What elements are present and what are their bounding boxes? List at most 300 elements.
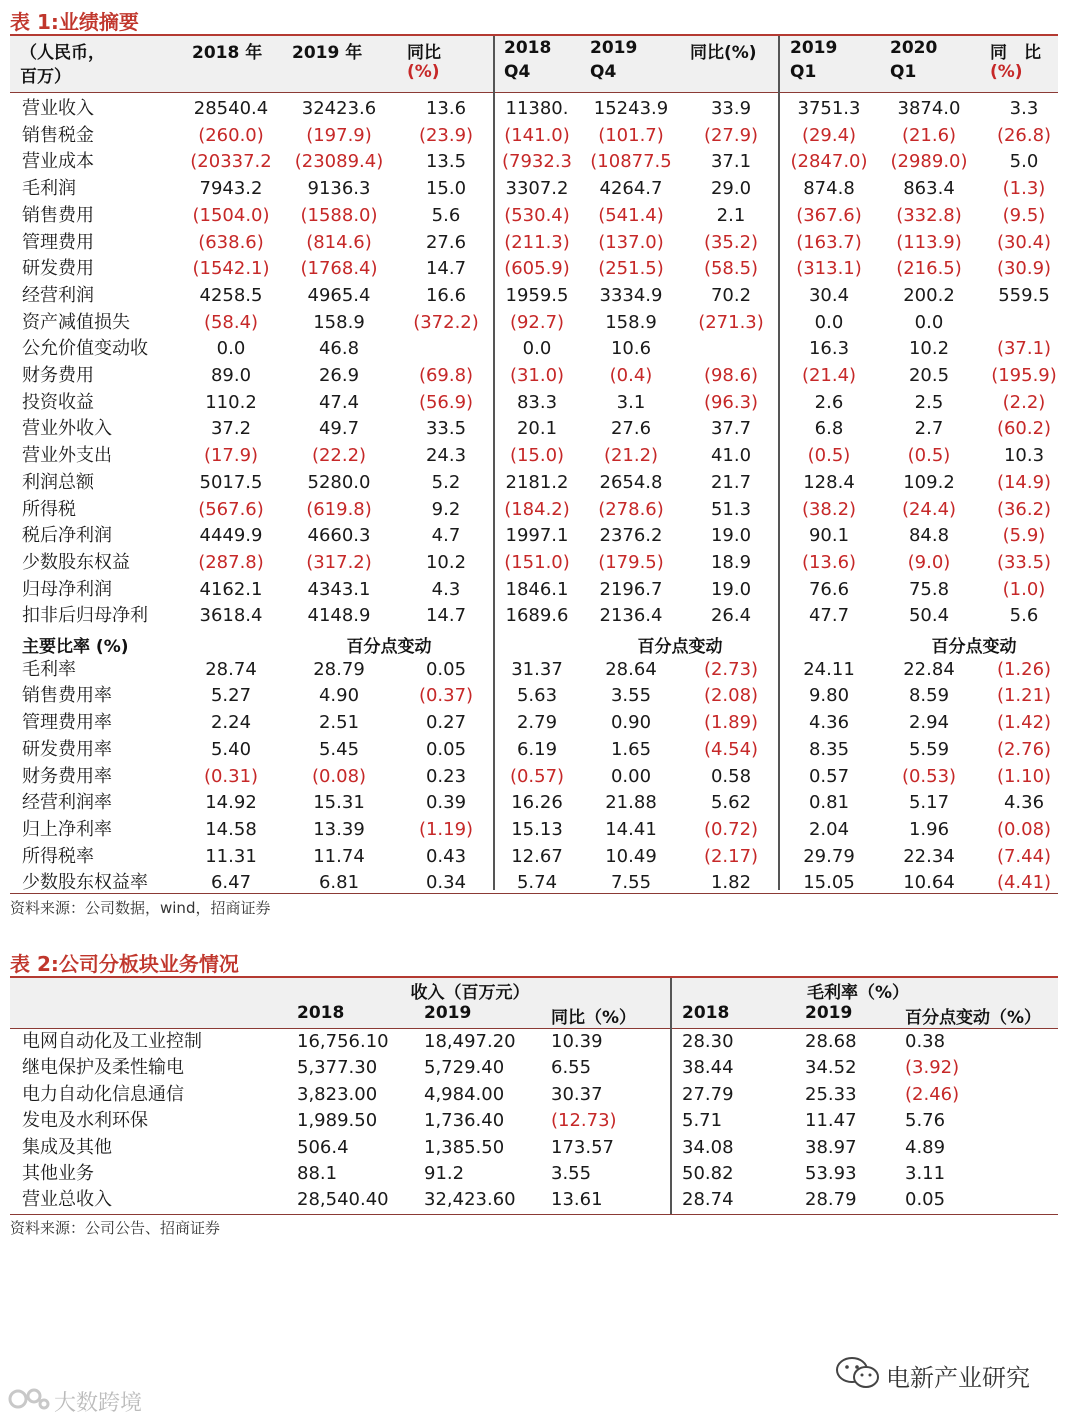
ratio-cell: 6.47 (210, 872, 252, 894)
ratio-cell: 16.26 (511, 792, 563, 814)
ratio-cell: 0.39 (425, 792, 467, 814)
table-cell: (1542.1) (192, 258, 270, 280)
table-cell: 5.76 (905, 1110, 946, 1132)
ratio-cell: 0.43 (425, 845, 467, 867)
table-cell: 4660.3 (307, 525, 371, 547)
table-cell: (29.4) (801, 124, 857, 146)
table-cell: 559.5 (998, 284, 1050, 306)
table-cell: (30.4) (996, 231, 1052, 253)
table-cell: 30.4 (808, 284, 850, 306)
table-cell: 5.6 (1009, 605, 1039, 627)
table-cell: 26.9 (318, 365, 360, 386)
column-header: Q4 (590, 62, 617, 82)
table-cell: 0.05 (905, 1189, 946, 1211)
table-cell: (2847.0) (790, 151, 868, 173)
table-cell: 5,377.30 (297, 1057, 378, 1079)
row-label: 研发费用 (22, 258, 94, 280)
table-cell: 11380. (505, 98, 569, 119)
table-cell: 2136.4 (599, 605, 663, 627)
table-cell: (567.6) (198, 498, 264, 520)
column-header: (%) (407, 62, 440, 82)
table-cell: (0.5) (907, 445, 951, 467)
column-header: 2018 (682, 1003, 730, 1023)
table-cell: (3.92) (905, 1057, 960, 1079)
ratio-cell: (0.37) (418, 685, 474, 707)
table-cell: 1997.1 (505, 525, 569, 547)
table-cell: 2196.7 (599, 578, 663, 600)
table-cell: 75.8 (908, 578, 950, 600)
row-label: 电网自动化及工业控制 (22, 1031, 202, 1052)
table-cell: 6.8 (814, 418, 844, 440)
row-label: 所得税 (22, 498, 76, 520)
row-label: 集成及其他 (22, 1136, 112, 1158)
table-cell: 2376.2 (599, 525, 663, 547)
table-cell: (278.6) (598, 498, 664, 520)
table-cell: 1689.6 (505, 605, 569, 627)
table-cell: (141.0) (504, 124, 570, 146)
table-cell: (197.9) (306, 124, 372, 146)
table-cell: 76.6 (808, 578, 850, 600)
ratio-row-label: 经营利润率 (22, 792, 112, 814)
table1-source: 资料来源：公司数据，wind，招商证券 (10, 899, 271, 917)
table-cell: (530.4) (504, 204, 570, 226)
ratio-cell: 11.31 (205, 845, 257, 867)
ratio-cell: (1.42) (996, 712, 1052, 734)
table-cell: 19.0 (710, 578, 752, 600)
ratio-cell: 2.51 (318, 712, 360, 734)
row-label: 管理费用 (22, 231, 94, 253)
table-cell: (31.0) (509, 365, 565, 386)
table-cell: 15243.9 (593, 98, 669, 119)
row-label: 资产减值损失 (22, 311, 130, 333)
column-header: 2020 (890, 38, 938, 58)
ratio-cell: 1.96 (908, 818, 950, 840)
table-cell: (38.2) (801, 498, 857, 520)
table-cell: 4.7 (431, 525, 461, 547)
table-cell: 110.2 (205, 391, 257, 413)
table-cell: 84.8 (908, 525, 950, 547)
table-cell: 9136.3 (307, 178, 371, 200)
ratio-cell: 14.92 (205, 792, 257, 814)
ratio-cell: 15.13 (511, 818, 563, 840)
column-header: 同比（%） (551, 1008, 637, 1028)
table-cell: 49.7 (318, 418, 360, 440)
table-cell: 0.0 (522, 338, 552, 360)
table-cell: (24.4) (901, 498, 957, 520)
table-cell: 506.4 (297, 1136, 349, 1158)
table-cell: 51.3 (710, 498, 752, 520)
table-cell: (2989.0) (890, 151, 968, 173)
table-cell: 27.79 (682, 1083, 734, 1105)
table-cell: (372.2) (413, 311, 479, 333)
table-cell: (332.8) (896, 204, 962, 226)
table-cell: 4343.1 (307, 578, 371, 600)
ratio-cell: 0.57 (808, 765, 850, 787)
table-cell: 6.55 (551, 1057, 592, 1079)
ratio-cell: (1.89) (703, 712, 759, 734)
table-cell: 1959.5 (505, 284, 569, 306)
table-cell: 4965.4 (307, 284, 371, 306)
table-cell: 3618.4 (199, 605, 263, 627)
table1-title: 表 1:业绩摘要 (10, 10, 139, 34)
ratio-cell: 5.40 (210, 738, 252, 760)
row-label: 归母净利润 (22, 578, 112, 600)
ratio-cell: (0.31) (203, 765, 259, 787)
table-cell: 1846.1 (505, 578, 569, 600)
table2-divider (670, 978, 672, 1214)
watermark-left: 大数跨境 (54, 1391, 143, 1416)
table-cell: 3.11 (905, 1163, 946, 1184)
table-cell: 34.08 (682, 1136, 734, 1158)
table-cell: 3.1 (616, 391, 646, 413)
column-header: 同 比 (990, 43, 1041, 63)
table-cell: 32,423.60 (424, 1189, 516, 1211)
table-cell: 37.1 (710, 151, 752, 173)
table-cell: (33.5) (996, 551, 1052, 573)
ratio-cell: 7.55 (610, 872, 652, 894)
ratio-cell: 0.05 (425, 738, 467, 760)
row-label: 营业外收入 (22, 418, 112, 440)
table-cell: 2654.8 (599, 471, 663, 493)
table-cell: (1768.4) (300, 258, 378, 280)
ratio-cell: 5.59 (908, 738, 950, 760)
ratio-cell: (1.26) (996, 658, 1052, 680)
table1-bottom-rule (10, 893, 1058, 894)
table-cell: 26.4 (710, 605, 752, 627)
table-cell: 38.97 (805, 1136, 857, 1158)
table-cell: (271.3) (698, 311, 764, 333)
table-cell: 27.6 (425, 231, 467, 253)
table-cell: 863.4 (903, 178, 955, 200)
table-cell: (113.9) (896, 231, 962, 253)
table-cell: 158.9 (313, 311, 365, 333)
table-cell: (179.5) (598, 551, 664, 573)
ratio-cell: 21.88 (605, 792, 657, 814)
table-cell: 874.8 (803, 178, 855, 200)
table-cell: (814.6) (306, 231, 372, 253)
table-cell: (619.8) (306, 498, 372, 520)
table-cell: 1,385.50 (424, 1136, 505, 1158)
table-cell: 24.3 (425, 445, 467, 467)
table-cell: 32423.6 (301, 98, 377, 119)
table-cell: 50.4 (908, 605, 950, 627)
ratio-row-label: 研发费用率 (22, 738, 112, 760)
column-header: 2018 年 (192, 43, 263, 63)
table-cell: 10.39 (551, 1031, 603, 1052)
ratio-cell: 9.80 (808, 685, 850, 707)
table-cell: (195.9) (991, 365, 1057, 386)
ratio-cell: 11.74 (313, 845, 365, 867)
table-cell: 28.74 (682, 1189, 734, 1211)
table-cell: (10877.5 (590, 151, 672, 173)
column-header: 2019 (590, 38, 638, 58)
table-cell: (313.1) (796, 258, 862, 280)
table-cell: 1,989.50 (297, 1110, 378, 1132)
table-cell: 9.2 (431, 498, 461, 520)
table-cell: (36.2) (996, 498, 1052, 520)
table-cell: (1588.0) (300, 204, 378, 226)
column-header: Q1 (790, 62, 817, 82)
table-cell: (58.5) (703, 258, 759, 280)
table-cell: 3334.9 (599, 284, 663, 306)
table-cell: (0.4) (609, 365, 653, 386)
row-label: 发电及水利环保 (22, 1110, 148, 1132)
table-cell: (137.0) (598, 231, 664, 253)
table-cell: 109.2 (903, 471, 955, 493)
table-cell: (2.2) (1002, 391, 1046, 413)
table-cell: 158.9 (605, 311, 657, 333)
row-label: 继电保护及柔性输电 (22, 1057, 184, 1079)
ratio-cell: 13.39 (313, 818, 365, 840)
table-cell: (605.9) (504, 258, 570, 280)
table-cell: 0.0 (814, 311, 844, 333)
ratio-cell: 0.27 (425, 712, 467, 734)
table-cell: (30.9) (996, 258, 1052, 280)
table2-bottom-rule (10, 1214, 1058, 1215)
table-cell: 30.37 (551, 1083, 603, 1105)
ratio-cell: (2.73) (703, 658, 759, 680)
ratio-row-label: 销售费用率 (22, 685, 112, 707)
ratio-cell: (1.19) (418, 818, 474, 840)
table-cell: (287.8) (198, 551, 264, 573)
ratio-cell: (2.76) (996, 738, 1052, 760)
table-cell: 4148.9 (307, 605, 371, 627)
table-cell: 3.3 (1009, 98, 1039, 119)
table-cell: 19.0 (710, 525, 752, 547)
ratio-cell: 0.58 (710, 765, 752, 787)
row-label: 投资收益 (22, 391, 94, 413)
ratio-cell: 2.94 (908, 712, 950, 734)
table-cell: 5017.5 (199, 471, 263, 493)
table-cell: 4258.5 (199, 284, 263, 306)
table-cell: (27.9) (703, 124, 759, 146)
column-header: 2018 (504, 38, 552, 58)
row-label: 销售税金 (22, 124, 94, 146)
table-cell: 25.33 (805, 1083, 857, 1105)
ratio-cell: 0.05 (425, 658, 467, 680)
row-label: 公允价值变动收 (22, 338, 148, 360)
table-cell: 14.7 (425, 605, 467, 627)
column-header: 2019 (805, 1003, 853, 1023)
table-cell: (5.9) (1002, 525, 1046, 547)
table-cell: 29.0 (710, 178, 752, 200)
header-label-line: 百万） (20, 67, 71, 87)
logo-icon (8, 1384, 50, 1414)
table-cell: 47.7 (808, 605, 850, 627)
group-header-margin: 毛利率（%） (806, 983, 910, 1003)
table-cell: (60.2) (996, 418, 1052, 440)
ratio-cell: 22.84 (903, 658, 955, 680)
column-header: 百分点变动（%） (905, 1008, 1042, 1028)
table-cell: (260.0) (198, 124, 264, 146)
ratio-cell: (0.08) (996, 818, 1052, 840)
table-cell: 5.71 (682, 1110, 723, 1132)
table-cell: (151.0) (504, 551, 570, 573)
ratio-cell: 10.64 (903, 872, 955, 894)
table-cell: 37.7 (710, 418, 752, 440)
table-cell: 0.0 (914, 311, 944, 333)
table-cell: 10.2 (425, 551, 467, 573)
table-cell: 5,729.40 (424, 1057, 505, 1079)
ratio-cell: 5.74 (516, 872, 558, 894)
table-cell: 16.6 (425, 284, 467, 306)
table-cell: (35.2) (703, 231, 759, 253)
column-header: Q4 (504, 62, 531, 82)
ratio-change-header: 百分点变动 (637, 637, 723, 657)
table-cell: 4,984.00 (424, 1083, 505, 1105)
table-cell: 5280.0 (307, 471, 371, 493)
ratio-cell: 2.79 (516, 712, 558, 734)
table-cell: 4162.1 (199, 578, 263, 600)
row-label: 营业成本 (22, 151, 94, 173)
ratio-cell: 31.37 (511, 658, 563, 680)
table-cell: 20.5 (908, 365, 950, 386)
ratio-cell: 14.58 (205, 818, 257, 840)
ratio-cell: (2.08) (703, 685, 759, 707)
table-cell: (37.1) (996, 338, 1052, 360)
table-cell: 10.6 (610, 338, 652, 360)
column-header: Q1 (890, 62, 917, 82)
table-cell: 46.8 (318, 338, 360, 360)
column-header: 2019 年 (292, 43, 363, 63)
table-cell: 53.93 (805, 1163, 857, 1184)
table-cell: 28.30 (682, 1031, 734, 1052)
ratio-cell: 4.36 (1003, 792, 1045, 814)
table-cell: 15.0 (425, 178, 467, 200)
ratio-cell: 5.62 (710, 792, 752, 814)
ratio-cell: (1.21) (996, 685, 1052, 707)
table-cell: 27.6 (610, 418, 652, 440)
table-cell: (23089.4) (294, 151, 384, 173)
table-cell: 50.82 (682, 1163, 734, 1184)
ratio-change-header: 百分点变动 (346, 637, 432, 657)
table-cell: 14.7 (425, 258, 467, 280)
table-cell: 10.3 (1003, 445, 1045, 467)
table-cell: 0.0 (216, 338, 246, 360)
table-cell: 47.4 (318, 391, 360, 413)
table-cell: (9.5) (1002, 204, 1046, 226)
table-cell: 41.0 (710, 445, 752, 467)
ratio-cell: 6.81 (318, 872, 360, 894)
table2-title: 表 2:公司分板块业务情况 (10, 952, 239, 976)
ratio-cell: 0.81 (808, 792, 850, 814)
table-cell: (15.0) (509, 445, 565, 467)
table-cell: 3307.2 (505, 178, 569, 200)
row-label: 财务费用 (22, 365, 94, 386)
ratio-cell: (2.17) (703, 845, 759, 867)
ratio-cell: (1.10) (996, 765, 1052, 787)
table-cell: 16,756.10 (297, 1031, 389, 1052)
table-cell: (638.6) (198, 231, 264, 253)
table-cell: (317.2) (306, 551, 372, 573)
ratio-cell: 5.45 (318, 738, 360, 760)
ratio-cell: (0.57) (509, 765, 565, 787)
table-cell: 1,736.40 (424, 1110, 505, 1132)
ratio-cell: 0.23 (425, 765, 467, 787)
table1-header-rule (10, 92, 1058, 93)
table-cell: 200.2 (903, 284, 955, 306)
row-label: 营业收入 (22, 98, 94, 119)
wechat-icon (835, 1355, 881, 1391)
table-cell: 34.52 (805, 1057, 857, 1079)
table-cell: (13.6) (801, 551, 857, 573)
ratio-cell: (0.53) (901, 765, 957, 787)
header-label-line: （人民币， (20, 43, 105, 63)
table-cell: 0.38 (905, 1031, 946, 1052)
table-cell: 3,823.00 (297, 1083, 378, 1105)
ratio-cell: 28.64 (605, 658, 657, 680)
table-cell: 2.7 (914, 418, 944, 440)
column-header: 同比(%) (690, 43, 757, 63)
ratio-cell: 5.63 (516, 685, 558, 707)
row-label: 毛利润 (22, 178, 76, 200)
table-cell: 33.9 (710, 98, 752, 119)
table-cell: 28.68 (805, 1031, 857, 1052)
table-cell: 10.2 (908, 338, 950, 360)
row-label: 经营利润 (22, 284, 94, 306)
ratio-cell: 14.41 (605, 818, 657, 840)
watermark-right: 电新产业研究 (886, 1364, 1030, 1392)
table-cell: (251.5) (598, 258, 664, 280)
table-cell: (21.2) (603, 445, 659, 467)
ratio-cell: 8.59 (908, 685, 950, 707)
ratio-cell: 1.82 (710, 872, 752, 894)
ratio-row-label: 归上净利率 (22, 818, 112, 840)
table-cell: 28540.4 (193, 98, 269, 119)
table-cell: (1.3) (1002, 178, 1046, 200)
row-label: 营业总收入 (22, 1189, 112, 1211)
table-cell: (26.8) (996, 124, 1052, 146)
table-cell: (69.8) (418, 365, 474, 386)
table-cell: 4264.7 (599, 178, 663, 200)
ratio-cell: (0.08) (311, 765, 367, 787)
row-label: 税后净利润 (22, 525, 112, 547)
ratio-cell: 12.67 (511, 845, 563, 867)
table-cell: (21.6) (901, 124, 957, 146)
ratio-cell: 3.55 (610, 685, 652, 707)
table-cell: (14.9) (996, 471, 1052, 493)
table-cell: 91.2 (424, 1163, 465, 1184)
table-cell: 7943.2 (199, 178, 263, 200)
table-cell: (58.4) (203, 311, 259, 333)
table-cell: 16.3 (808, 338, 850, 360)
table-cell: 18.9 (710, 551, 752, 573)
table-cell: 20.1 (516, 418, 558, 440)
table-cell: (211.3) (504, 231, 570, 253)
table-cell: 90.1 (808, 525, 850, 547)
table-cell: (23.9) (418, 124, 474, 146)
ratio-cell: (4.54) (703, 738, 759, 760)
table-cell: 83.3 (516, 391, 558, 413)
ratio-cell: 0.34 (425, 872, 467, 894)
ratio-cell: 15.05 (803, 872, 855, 894)
table-cell: 38.44 (682, 1057, 734, 1079)
column-header: (%) (990, 62, 1023, 82)
ratio-cell: 5.17 (908, 792, 950, 814)
ratio-cell: 24.11 (803, 658, 855, 680)
ratio-cell: 5.27 (210, 685, 252, 707)
ratio-row-label: 所得税率 (22, 845, 94, 867)
table-cell: (56.9) (418, 391, 474, 413)
ratio-cell: 28.79 (313, 658, 365, 680)
table-cell: 70.2 (710, 284, 752, 306)
ratio-section-label: 主要比率 (%) (22, 637, 129, 657)
table-cell: 4.89 (905, 1136, 946, 1158)
table-cell: 89.0 (210, 365, 252, 386)
table-cell: (101.7) (598, 124, 664, 146)
table-cell: (216.5) (896, 258, 962, 280)
ratio-cell: 10.49 (605, 845, 657, 867)
